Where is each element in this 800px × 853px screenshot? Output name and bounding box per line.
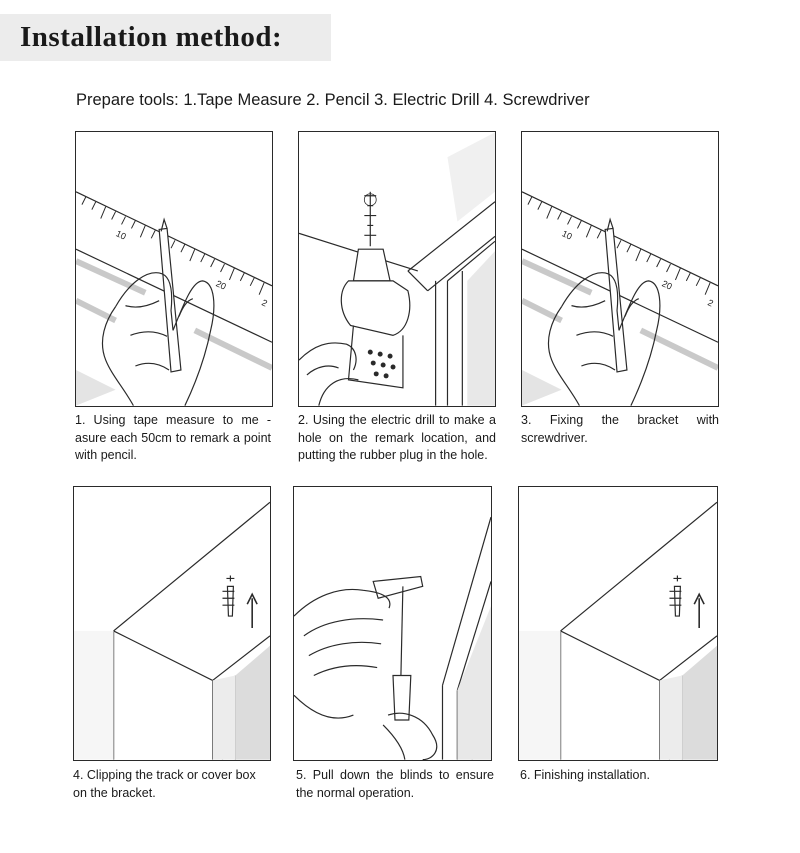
ruler-mark-20: 20 [214,278,228,292]
step-6-illustration [518,486,718,761]
electric-drill-drawing [299,132,495,406]
step-1-caption: 1. Using tape measure to me -asure each 50cm to remark a point with pencil. [75,413,271,462]
step-3-illustration [521,131,719,407]
step-2-caption: 2. Using the electric drill to make a hole on the remark location, and putting the rubber plug in the hole. [298,413,496,462]
ruler-mark-20: 20 [660,278,674,292]
ruler-mark-2: 2 [706,297,715,309]
prepare-tools-list: 1.Tape Measure 2. Pencil 3. Electric Drill 4. Screwdriver [183,91,590,109]
step-5-illustration [293,486,492,761]
ruler-mark-10: 10 [560,228,574,242]
finished-installation-drawing [519,487,717,760]
screwdriver-bracket-drawing [522,132,718,406]
step-1-illustration [75,131,273,407]
ruler-pencil-drawing [76,132,272,406]
ruler-mark-2: 2 [260,297,269,309]
cover-box-clip-drawing [74,487,270,760]
prepare-tools-line [76,91,590,110]
step-2-illustration [298,131,496,407]
step-3-caption: 3. Fixing the bracket with screwdriver. [521,413,719,445]
step-4-illustration [73,486,271,761]
step-5-caption: 5. Pull down the blinds to ensure the normal operation. [296,768,494,800]
ruler-mark-10: 10 [114,228,128,242]
step-6-caption: 6. Finishing installation. [520,768,650,782]
step-4-caption: 4. Clipping the track or cover box on the bracket. [73,768,256,800]
prepare-tools-label: Prepare tools: [76,91,179,109]
hand-screwdriver-blinds-drawing [294,487,491,760]
page-title: Installation method: [20,21,283,53]
